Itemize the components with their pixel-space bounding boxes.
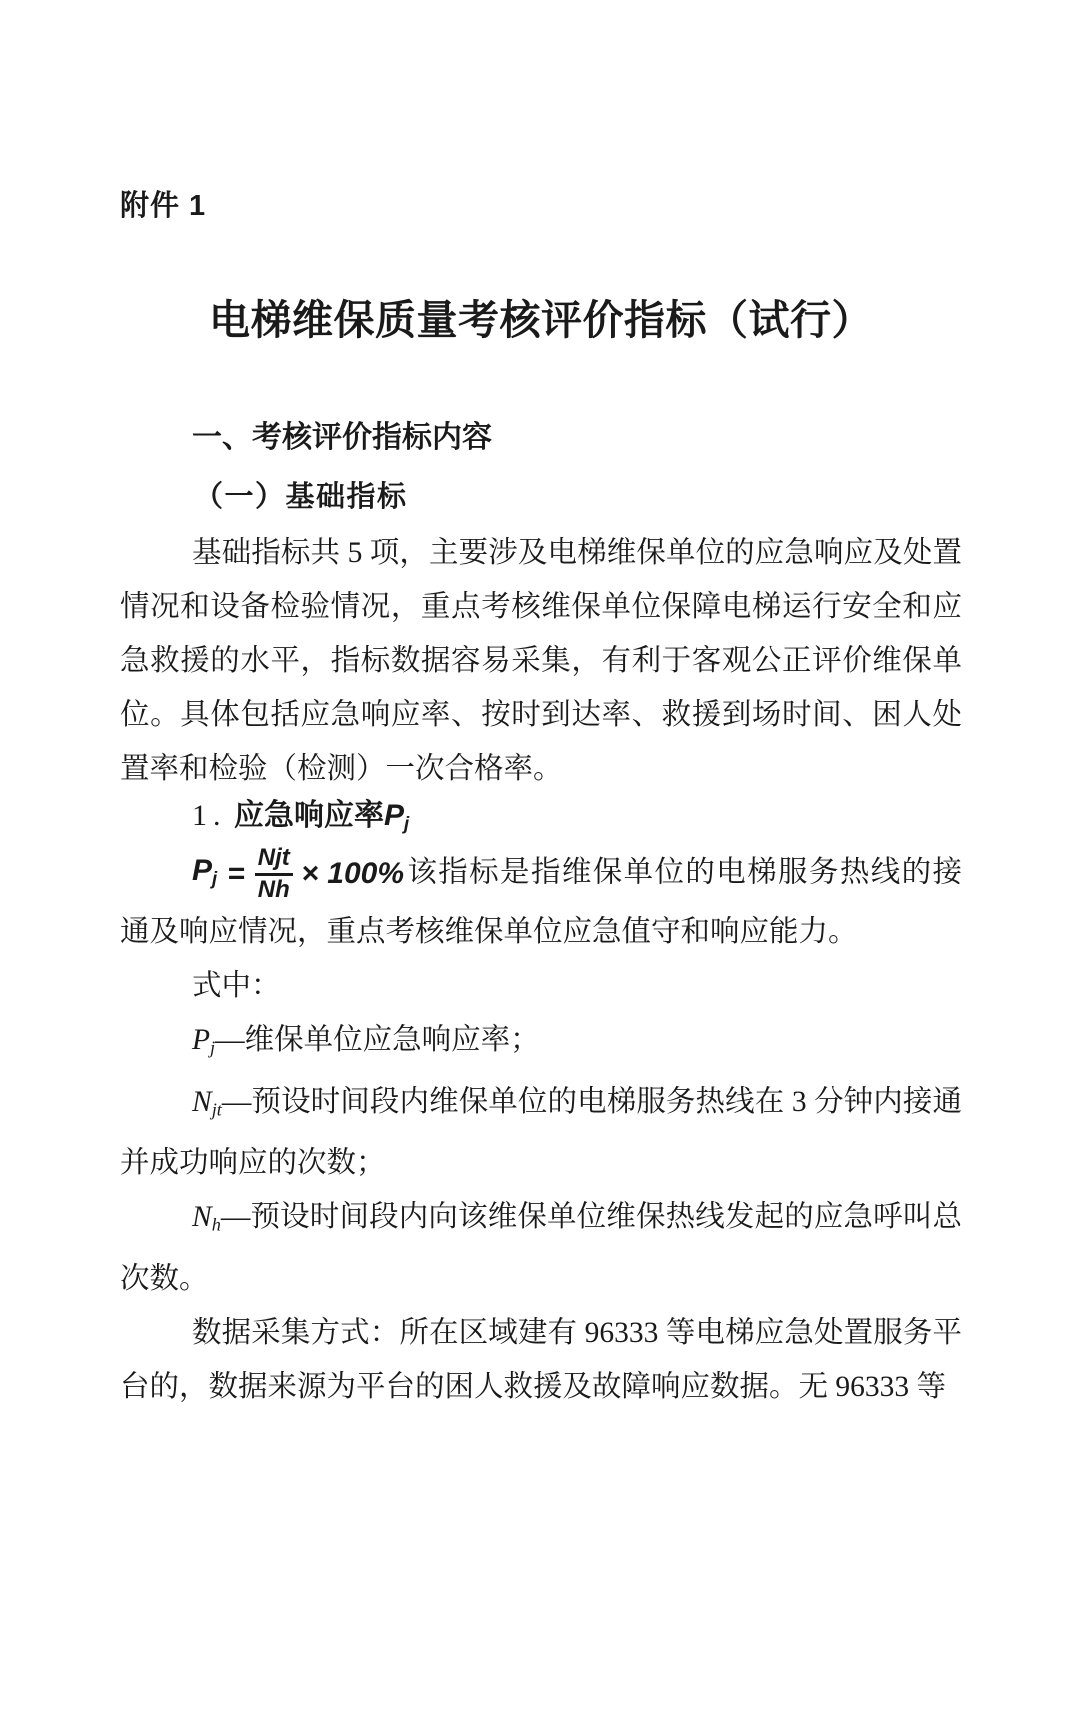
indicator-symbol: [384, 799, 409, 832]
numerator-subscript: jt: [275, 844, 290, 872]
definition-njt-symbol: [192, 1086, 222, 1118]
formula-lhs-base: P: [192, 853, 213, 887]
formula-value: 100%: [327, 857, 404, 891]
fraction-numerator: [255, 845, 293, 876]
definition-nh-symbol: [192, 1201, 221, 1233]
response-rate-formula: [192, 844, 404, 906]
fraction-denominator: [255, 876, 293, 903]
formula-lhs-subscript: j: [212, 867, 218, 889]
attachment-label: 附件 1: [120, 190, 207, 222]
indicator-label: 应急响应率: [234, 799, 384, 832]
definition-njt-symbol-base: N: [192, 1085, 212, 1118]
equals-sign: =: [227, 857, 245, 891]
definition-nh-symbol-base: N: [192, 1201, 212, 1234]
definition-pj-symbol: [192, 1024, 215, 1056]
definition-pj-text: —维保单位应急响应率；: [215, 1024, 540, 1057]
definition-pj: [120, 1013, 962, 1075]
section-heading: 一、考核评价指标内容: [192, 421, 492, 454]
formula-paragraph: [120, 844, 962, 960]
indicator-symbol-subscript: j: [404, 812, 410, 834]
definition-nh: [120, 1190, 962, 1306]
document-page: [0, 190, 1080, 1717]
indicator-symbol-base: P: [384, 799, 405, 832]
data-collection-paragraph: 数据采集方式：所在区域建有 96333 等电梯应急处置服务平台的，数据来源为平台的困人救援及故障响应数据。无 96333 等: [120, 1316, 962, 1403]
fraction: [255, 845, 293, 904]
definition-njt-text: —预设时间段内维保单位的电梯服务热线在 3 分钟内接通并成功响应的次数；: [120, 1085, 962, 1180]
definition-nh-text: —预设时间段内向该维保单位维保热线发起的应急呼叫总次数。: [120, 1201, 962, 1295]
document-content: [120, 190, 962, 1414]
intro-paragraph: 基础指标共 5 项，主要涉及电梯维保单位的应急响应及处置情况和设备检验情况，重点考核维保单位保障电梯运行安全和应急救援的水平，指标数据容易采集，有利于客观公正评价维保单位。具体包括应急响应率、按时到达率、救援到场时间、困人处置率和检验（检测）一次合格率。: [120, 537, 962, 785]
subsection-heading: （一）基础指标: [194, 481, 408, 513]
definition-pj-symbol-subscript: j: [210, 1037, 216, 1058]
indicator-number: 1.: [192, 799, 227, 832]
numerator-base: N: [257, 844, 276, 872]
formula-lhs: [192, 844, 217, 906]
definition-njt-symbol-subscript: jt: [211, 1099, 222, 1120]
definition-njt: [120, 1075, 962, 1191]
document-title: 电梯维保质量考核评价指标（试行）: [209, 297, 873, 343]
where-label: 式中：: [192, 970, 281, 1003]
denominator-base: N: [257, 876, 276, 904]
multiply-sign: ×: [301, 857, 320, 891]
definition-nh-symbol-subscript: h: [211, 1214, 221, 1235]
indicator-heading: [120, 796, 962, 844]
formula-description: 该指标是指维保单位的电梯服务热线的接通及响应情况，重点考核维保单位应急值守和响应能力。: [120, 856, 962, 949]
denominator-subscript: h: [275, 876, 290, 904]
definition-pj-symbol-base: P: [192, 1024, 211, 1057]
